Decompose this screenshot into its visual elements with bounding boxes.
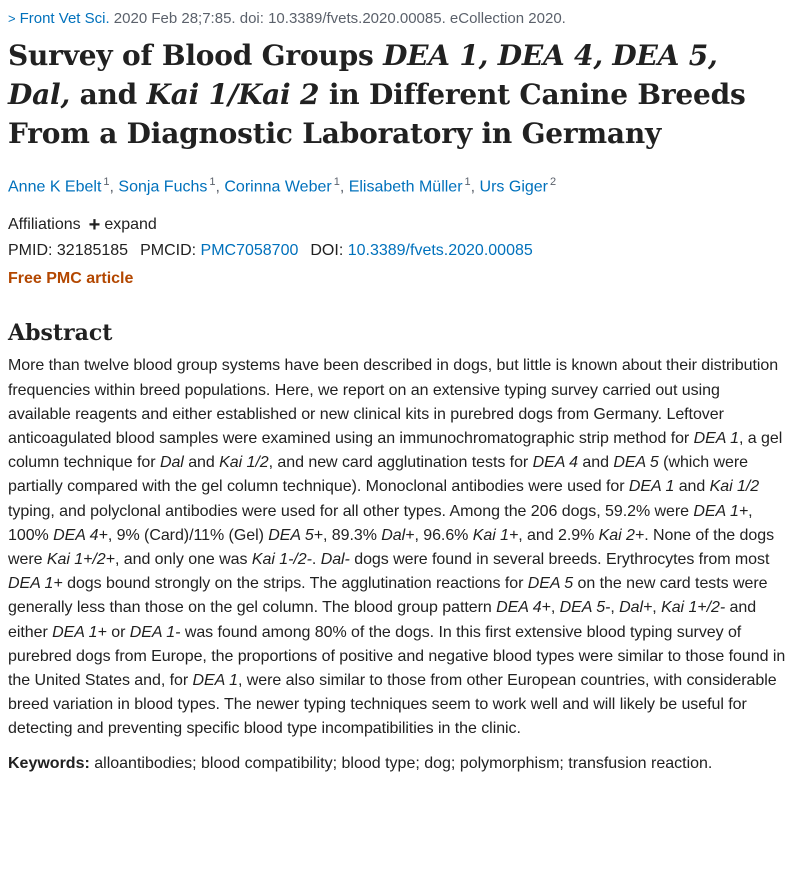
article-title <box>8 36 786 153</box>
title-italic-part: DEA 1, DEA 4, DEA 5, Dal, <box>8 39 718 111</box>
doi-label: DOI: <box>310 242 348 260</box>
affiliation-ref[interactable]: 1 <box>103 176 110 188</box>
abstract-run: , and only one was <box>114 550 252 568</box>
abstract-term: DEA 1+ <box>8 575 63 593</box>
abstract-term: Kai 1/2 <box>219 454 269 472</box>
keywords-list: alloantibodies; blood compatibility; blood type; dog; polymorphism; transfusion reaction. <box>89 754 713 772</box>
keywords <box>8 752 786 776</box>
abstract-run: , a gel column technique for <box>8 429 783 472</box>
abstract-term: DEA 5 <box>527 575 574 593</box>
author-link[interactable]: Urs Giger <box>479 178 548 196</box>
affiliation-ref[interactable]: 1 <box>209 176 216 188</box>
abstract-heading: Abstract <box>8 320 113 347</box>
free-pmc-badge: Free PMC article <box>8 270 134 288</box>
identifiers-row <box>8 238 786 264</box>
abstract-term: Kai 1+/2- <box>661 599 726 617</box>
author-link[interactable]: Elisabeth Müller <box>348 178 463 196</box>
author-link[interactable]: Corinna Weber <box>224 178 332 196</box>
abstract-term: DEA 1- <box>129 623 181 641</box>
abstract-term: Kai 1+/2+ <box>46 550 115 568</box>
author-link[interactable]: Sonja Fuchs <box>118 178 208 196</box>
abstract-term: DEA 5 <box>613 454 659 472</box>
abstract-run: and <box>183 454 220 472</box>
abstract-term: Dal+ <box>381 526 415 544</box>
pmid-value: 32185185 <box>56 242 129 260</box>
title-part: and <box>70 78 147 111</box>
title-part: in Different Canine Breeds From a Diagnostic Laboratory in Germany <box>8 78 746 150</box>
abstract-term: DEA 4 <box>532 454 579 472</box>
abstract-run: . None of the dogs were <box>8 526 775 568</box>
abstract-run: on the new card tests were generally less than those on the gel column. The blood group pattern <box>8 575 768 617</box>
expand-label: expand <box>104 216 157 234</box>
title-part: Survey of Blood Groups <box>8 39 384 72</box>
abstract-run: , 96.6% <box>414 526 473 544</box>
abstract-term: DEA 1 <box>693 429 740 447</box>
abstract-term: Dal- <box>320 550 350 568</box>
affiliation-ref[interactable]: 2 <box>550 176 557 188</box>
author-link[interactable]: Anne K Ebelt <box>8 178 102 196</box>
affiliations-label: Affiliations <box>8 216 81 234</box>
doi-link[interactable]: 10.3389/fvets.2020.00085 <box>347 242 533 260</box>
citation-details: 2020 Feb 28;7:85. doi: 10.3389/fvets.2020.00085. eCollection 2020. <box>109 10 566 27</box>
abstract-run: was found among 80% of the dogs. In this first extensive blood typing survey of purebred dogs from Europe, the proportions of positive and negative blood types were similar to those found in the United States and, for <box>8 623 786 689</box>
affiliation-ref[interactable]: 1 <box>333 176 340 188</box>
abstract-run: , <box>610 599 620 617</box>
abstract-run: , were also similar to those from other European countries, with considerable breed variation in blood types. The newer typing techniques seem to work well and will likely be useful for detecting and preventing specific blood type incompatibilities in the clinic. <box>8 671 777 738</box>
abstract-run: , 89.3% <box>322 526 382 544</box>
abstract-run: , <box>550 599 560 617</box>
keywords-label: Keywords: <box>8 754 90 772</box>
title-italic-part: Kai 1/Kai 2 <box>146 78 320 111</box>
abstract-term: Kai 1-/2- <box>251 550 312 568</box>
abstract-run: More than twelve blood group systems have been described in dogs, but little is known about their distribution frequencies within breed populations. Here, we report on an extensive typing survey carried out using available reagents and either established or new clinical kits in purebred dogs from Germany. Leftover anticoagulated blood samples were examined using an immunochromatographic strip method for <box>8 357 779 447</box>
author-list: Anne K Ebelt $^1$, Sonja Fuchs $^1$, Corinna Weber $^1$, Elisabeth Müller $^1$, Urs Giger $^2$ <box>8 176 557 196</box>
abstract-run: , 100% <box>8 502 753 544</box>
plus-icon: + <box>88 214 101 237</box>
pmcid-link[interactable]: PMC7058700 <box>200 242 299 260</box>
affiliations-expand-button[interactable] <box>89 212 157 238</box>
abstract-run: dogs bound strongly on the strips. The agglutination reactions for <box>62 575 528 593</box>
abstract-run: . <box>311 550 321 568</box>
abstract-term: Dal <box>159 454 184 472</box>
abstract-run: (which were partially compared with the gel column technique). Monoclonal antibodies were used for <box>8 454 748 496</box>
abstract-run: typing, and polyclonal antibodies were used for all other types. Among the 206 dogs, 59.2% were <box>8 502 694 520</box>
abstract-term: DEA 4+ <box>53 526 108 544</box>
abstract-run: and <box>674 478 710 496</box>
abstract-run: , 9% (Card)/11% (Gel) <box>107 526 269 544</box>
abstract-term: DEA 5- <box>559 599 611 617</box>
abstract-run: , <box>652 599 662 617</box>
abstract-term: Kai 1/2 <box>709 478 760 496</box>
abstract-term: DEA 5+ <box>268 526 323 544</box>
pmcid-label: PMCID: <box>140 242 201 260</box>
abstract-run: dogs were found in several breeds. Erythrocytes from most <box>349 550 770 568</box>
abstract-run: and <box>578 454 614 472</box>
abstract-run: and either <box>8 599 757 641</box>
abstract-run: , and new card agglutination tests for <box>268 454 533 472</box>
journal-link[interactable]: Front Vet Sci. <box>19 10 110 27</box>
affiliations-row <box>8 212 786 238</box>
chevron-right-icon: > <box>8 11 16 26</box>
abstract-term: DEA 1+ <box>52 623 107 641</box>
abstract-run: , and 2.9% <box>518 526 599 544</box>
abstract-text <box>8 354 786 741</box>
abstract-term: Kai 2+ <box>598 526 645 544</box>
abstract-term: DEA 4+ <box>496 599 551 617</box>
abstract-run: or <box>106 623 130 641</box>
abstract-term: Dal+ <box>619 599 653 617</box>
abstract-term: DEA 1+ <box>693 502 749 520</box>
pmid-label: PMID: <box>8 242 57 260</box>
abstract-term: DEA 1 <box>628 478 675 496</box>
affiliation-ref[interactable]: 1 <box>464 176 471 188</box>
abstract-term: Kai 1+ <box>472 526 519 544</box>
citation-line <box>8 8 786 30</box>
abstract-term: DEA 1 <box>192 671 238 689</box>
